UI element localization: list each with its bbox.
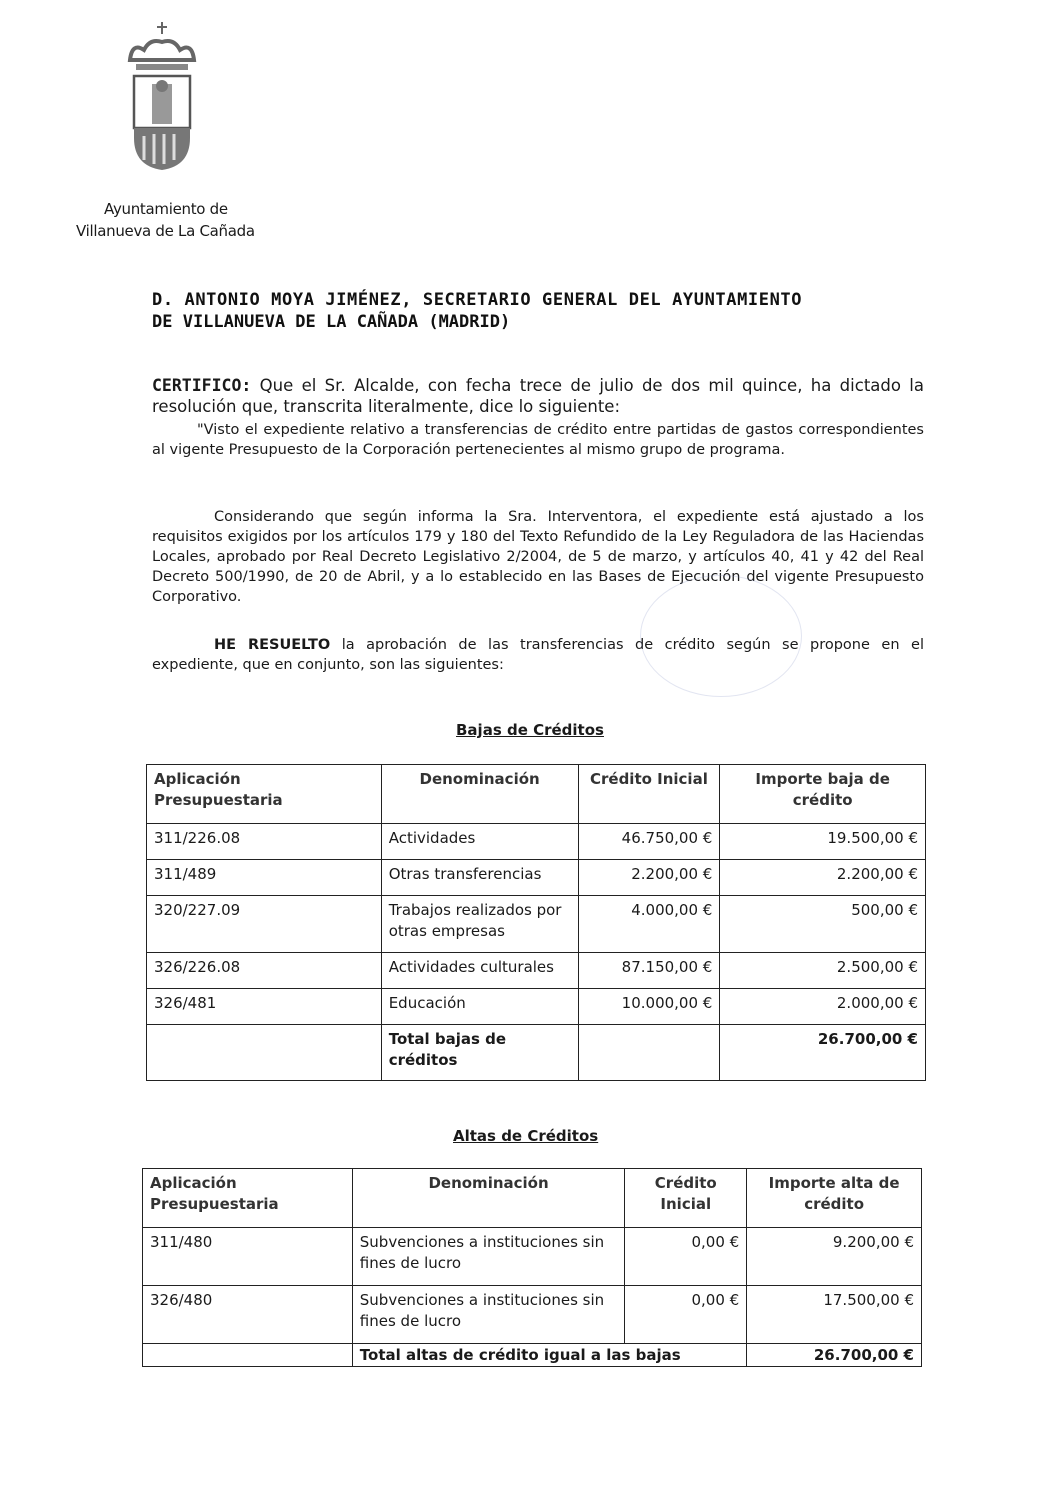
altas-header-aplicacion: Aplicación Presupuestaria xyxy=(143,1169,353,1228)
altas-cell-aplicacion: 311/480 xyxy=(143,1228,353,1286)
altas-cell-credito: 0,00 € xyxy=(625,1228,747,1286)
bajas-cell-importe: 19.500,00 € xyxy=(720,824,926,860)
bajas-cell-aplicacion: 326/481 xyxy=(147,989,382,1025)
altas-table xyxy=(142,1168,922,1367)
altas-cell-denominacion: Subvenciones a instituciones sin fines de lucro xyxy=(352,1286,625,1344)
bajas-cell-credito: 46.750,00 € xyxy=(578,824,720,860)
bajas-header-importe: Importe baja de crédito xyxy=(720,765,926,824)
altas-cell-importe: 17.500,00 € xyxy=(747,1286,922,1344)
altas-cell-aplicacion: 326/480 xyxy=(143,1286,353,1344)
coat-of-arms-icon xyxy=(122,20,202,170)
org-name-line2: Villanueva de La Cañada xyxy=(76,222,255,240)
considerando-paragraph: Considerando que según informa la Sra. Interventora, el expediente está ajustado a los requisitos exigidos por los artículos 179 y 180 del Texto Refundido de la Ley Reguladora de las Haciendas Locales, aprobado por Real Decreto Legislativo 2/2004, de 5 de marzo, y artículos 40, 41 y 42 del Real Decreto 500/1990, de 20 de Abril, y a lo establecido en las Bases de Ejecución del vigente Presupuesto Corporativo. xyxy=(152,509,924,605)
bajas-cell-credito: 4.000,00 € xyxy=(578,896,720,953)
altas-cell-importe: 9.200,00 € xyxy=(747,1228,922,1286)
table-total-row xyxy=(143,1344,922,1367)
bajas-cell-importe: 2.200,00 € xyxy=(720,860,926,896)
bajas-total-empty-2 xyxy=(578,1025,720,1081)
table-row xyxy=(147,824,926,860)
certifico-label: CERTIFICO: xyxy=(152,376,252,395)
bajas-cell-importe: 2.000,00 € xyxy=(720,989,926,1025)
bajas-cell-aplicacion: 311/489 xyxy=(147,860,382,896)
bajas-cell-credito: 10.000,00 € xyxy=(578,989,720,1025)
resolution-paragraph xyxy=(152,635,924,675)
bajas-cell-importe: 500,00 € xyxy=(720,896,926,953)
altas-header-denominacion: Denominación xyxy=(352,1169,625,1228)
table-row xyxy=(147,953,926,989)
bajas-cell-importe: 2.500,00 € xyxy=(720,953,926,989)
altas-title: Altas de Créditos xyxy=(453,1127,599,1145)
bajas-cell-denominacion: Actividades xyxy=(381,824,578,860)
table-total-row xyxy=(147,1025,926,1081)
table-row xyxy=(147,989,926,1025)
altas-total-label: Total altas de crédito igual a las bajas xyxy=(352,1344,746,1367)
bajas-cell-denominacion: Educación xyxy=(381,989,578,1025)
table-row xyxy=(147,860,926,896)
altas-cell-credito: 0,00 € xyxy=(625,1286,747,1344)
altas-cell-denominacion: Subvenciones a instituciones sin fines de lucro xyxy=(352,1228,625,1286)
he-resuelto-text: la aprobación de las transferencias de crédito según se propone en el expediente, que en conjunto, son las siguientes: xyxy=(152,637,924,673)
altas-header-credito-inicial: Crédito Inicial xyxy=(625,1169,747,1228)
table-row xyxy=(147,896,926,953)
bajas-cell-aplicacion: 320/227.09 xyxy=(147,896,382,953)
certification-paragraph xyxy=(152,375,924,417)
bajas-cell-aplicacion: 326/226.08 xyxy=(147,953,382,989)
bajas-header-aplicacion: Aplicación Presupuestaria xyxy=(147,765,382,824)
bajas-total-value: 26.700,00 € xyxy=(720,1025,926,1081)
bajas-cell-aplicacion: 311/226.08 xyxy=(147,824,382,860)
bajas-header-denominacion: Denominación xyxy=(381,765,578,824)
he-resuelto-label: HE RESUELTO xyxy=(214,637,331,653)
table-row xyxy=(143,1286,922,1344)
bajas-cell-credito: 2.200,00 € xyxy=(578,860,720,896)
heading-line2: DE VILLANUEVA DE LA CAÑADA (MADRID) xyxy=(152,312,511,332)
document-heading xyxy=(152,289,927,333)
bajas-total-label: Total bajas de créditos xyxy=(381,1025,578,1081)
bajas-cell-denominacion: Actividades culturales xyxy=(381,953,578,989)
altas-total-empty xyxy=(143,1344,353,1367)
bajas-table xyxy=(146,764,926,1081)
bajas-cell-denominacion: Trabajos realizados por otras empresas xyxy=(381,896,578,953)
table-row xyxy=(143,1228,922,1286)
altas-header-importe: Importe alta de crédito xyxy=(747,1169,922,1228)
bajas-total-empty xyxy=(147,1025,382,1081)
bajas-cell-credito: 87.150,00 € xyxy=(578,953,720,989)
official-stamp xyxy=(640,575,802,697)
org-name-line1: Ayuntamiento de xyxy=(104,200,228,218)
bajas-title: Bajas de Créditos xyxy=(456,721,604,739)
bajas-cell-denominacion: Otras transferencias xyxy=(381,860,578,896)
altas-total-value: 26.700,00 € xyxy=(747,1344,922,1367)
bajas-header-credito-inicial: Crédito Inicial xyxy=(578,765,720,824)
visto-paragraph: "Visto el expediente relativo a transferencias de crédito entre partidas de gastos correspondientes al vigente Presupuesto de la Corporación pertenecientes al mismo grupo de programa. xyxy=(152,422,924,458)
certifico-text: Que el Sr. Alcalde, con fecha trece de julio de dos mil quince, ha dictado la resolución que, transcrita literalmente, dice lo siguiente: xyxy=(152,376,924,416)
heading-line1: D. ANTONIO MOYA JIMÉNEZ, SECRETARIO GENERAL DEL AYUNTAMIENTO xyxy=(152,290,803,310)
